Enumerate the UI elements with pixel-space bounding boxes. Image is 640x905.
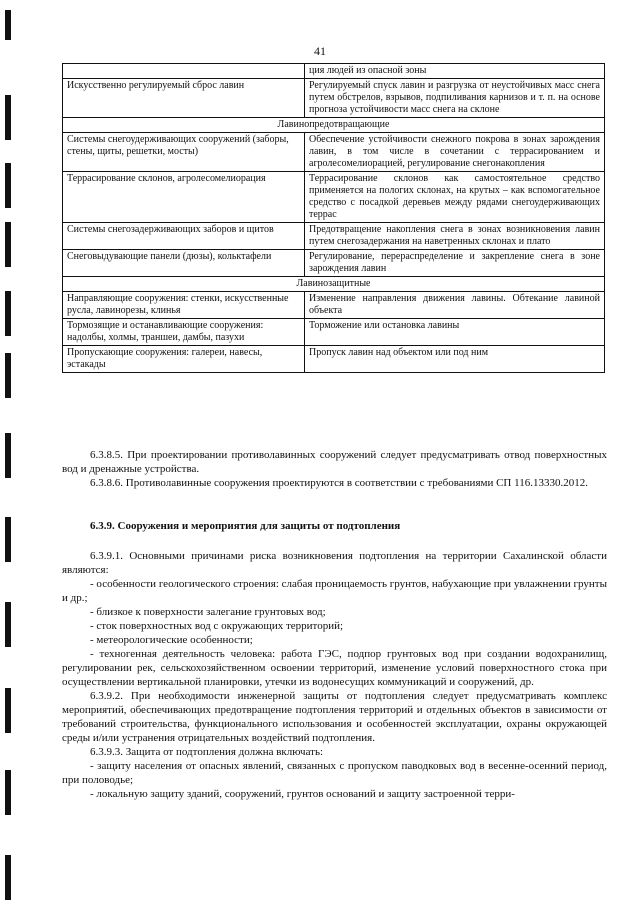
binder-mark <box>5 770 11 815</box>
list-item: - техногенная деятельность человека: работа ГЭС, подпор грунтовых вод при создании водохранилищ, регулировании рек, сельскохозяйственном освоении территорий, изменение условий поверхностного стока при осуществлении вертикальной планировки, утечки из водонесущих коммуникаций и сооружений, др. <box>62 648 607 688</box>
table-cell-purpose: Предотвращение накопления снега в зонах возникновения лавин путем снегозадержания на наветренных склонах и плато <box>305 223 605 250</box>
section-heading: 6.3.9. Сооружения и мероприятия для защиты от подтопления <box>90 520 401 532</box>
paragraph: 6.3.9.2. При необходимости инженерной защиты от подтопления следует предусматривать комплекс мероприятий, обеспечивающих предотвращение подтопления территорий и отдельных объектов в зависимости от требований строительства, функционального использования и особенностей эксплуатации, охраны окружающей среды и/или устранения отрицательных воздействий подтопления. <box>62 690 607 744</box>
table-cell-measure: Направляющие сооружения: стенки, искусственные русла, лавинорезы, клинья <box>63 292 305 319</box>
table-row <box>63 319 605 346</box>
binder-mark <box>5 602 11 647</box>
list-item: - локальную защиту зданий, сооружений, грунтов оснований и защиту застроенной терри- <box>90 788 515 800</box>
table-section-row <box>63 277 605 292</box>
table-cell-purpose: Изменение направления движения лавины. Обтекание лавиной объекта <box>305 292 605 319</box>
list-item: - особенности геологического строения: слабая проницаемость грунтов, набухающие при увлажнении грунты и др.; <box>62 578 607 604</box>
table-section-title: Лавинозащитные <box>63 277 605 292</box>
table-section-title: Лавинопредотвращающие <box>63 118 605 133</box>
table-row <box>63 172 605 223</box>
table-cell-measure: Тормозящие и останавливающие сооружения: надолбы, холмы, траншеи, дамбы, пазухи <box>63 319 305 346</box>
binder-mark <box>5 222 11 267</box>
table-cell-purpose: Обеспечение устойчивости снежного покрова в зонах зарождения лавин, в том числе в сочетании с террасированием и агролесомелиорацией, регулирование снегонакопления <box>305 133 605 172</box>
table-row <box>63 133 605 172</box>
table-section-row <box>63 118 605 133</box>
paragraph: 6.3.8.5. При проектировании противолавинных сооружений следует предусматривать отвод поверхностных вод и дренажные устройства. <box>62 449 607 475</box>
binder-mark <box>5 163 11 208</box>
table-cell-measure: Пропускающие сооружения: галереи, навесы, эстакады <box>63 346 305 373</box>
table-cell-purpose: Пропуск лавин над объектом или под ним <box>305 346 605 373</box>
table-row <box>63 250 605 277</box>
table-cell-measure: Искусственно регулируемый сброс лавин <box>63 79 305 118</box>
table-cell-purpose: Регулирование, перераспределение и закрепление снега в зоне зарождения лавин <box>305 250 605 277</box>
paragraph: 6.3.9.1. Основными причинами риска возникновения подтопления на территории Сахалинской области являются: <box>62 550 607 576</box>
table-row <box>63 346 605 373</box>
table-row <box>63 79 605 118</box>
section-body <box>62 519 607 533</box>
table-cell-measure: Террасирование склонов, агролесомелиорация <box>63 172 305 223</box>
table-row <box>63 64 605 79</box>
list-item: - защиту населения от опасных явлений, связанных с пропуском паводковых вод в весенне-осенний период, при половодье; <box>62 760 607 786</box>
table-cell-purpose: Торможение или остановка лавины <box>305 319 605 346</box>
page-number: 41 <box>314 44 326 58</box>
table-cell-purpose: Регулируемый спуск лавин и разгрузка от неустойчивых масс снега путем обстрелов, взрывов, подпиливания карнизов и т. п. на основе прогноза устойчивости масс снега на склоне <box>305 79 605 118</box>
binder-mark <box>5 291 11 336</box>
paragraph: 6.3.9.3. Защита от подтопления должна включать: <box>90 746 324 758</box>
binder-mark <box>5 688 11 733</box>
binder-mark <box>5 10 11 40</box>
table-cell-purpose: Террасирование склонов как самостоятельное средство применяется на пологих склонах, на крутых – как вспомогательное средство с посадкой деревьев между рядами снегоудерживающих террас <box>305 172 605 223</box>
paragraph: 6.3.8.6. Противолавинные сооружения проектируются в соответствии с требованиями СП 116.13330.2012. <box>90 477 588 489</box>
table-cell-measure <box>63 64 305 79</box>
table-row <box>63 223 605 250</box>
table-cell-purpose: ция людей из опасной зоны <box>305 64 605 79</box>
post-table-text <box>62 448 607 490</box>
list-item: - близкое к поверхности залегание грунтовых вод; <box>90 606 326 618</box>
avalanche-protection-table <box>62 63 605 373</box>
binder-mark <box>5 353 11 398</box>
list-item: - метеорологические особенности; <box>90 634 253 646</box>
table-cell-measure: Снеговыдувающие панели (дюзы), кольктафели <box>63 250 305 277</box>
table-cell-measure: Системы снегозадерживающих заборов и щитов <box>63 223 305 250</box>
section-text <box>62 549 607 801</box>
list-item: - сток поверхностных вод с окружающих территорий; <box>90 620 344 632</box>
binder-mark <box>5 517 11 562</box>
binder-mark <box>5 433 11 478</box>
table-cell-measure: Системы снегоудерживающих сооружений (заборы, стены, щиты, решетки, мосты) <box>63 133 305 172</box>
table-row <box>63 292 605 319</box>
binder-mark <box>5 95 11 140</box>
binder-mark <box>5 855 11 900</box>
